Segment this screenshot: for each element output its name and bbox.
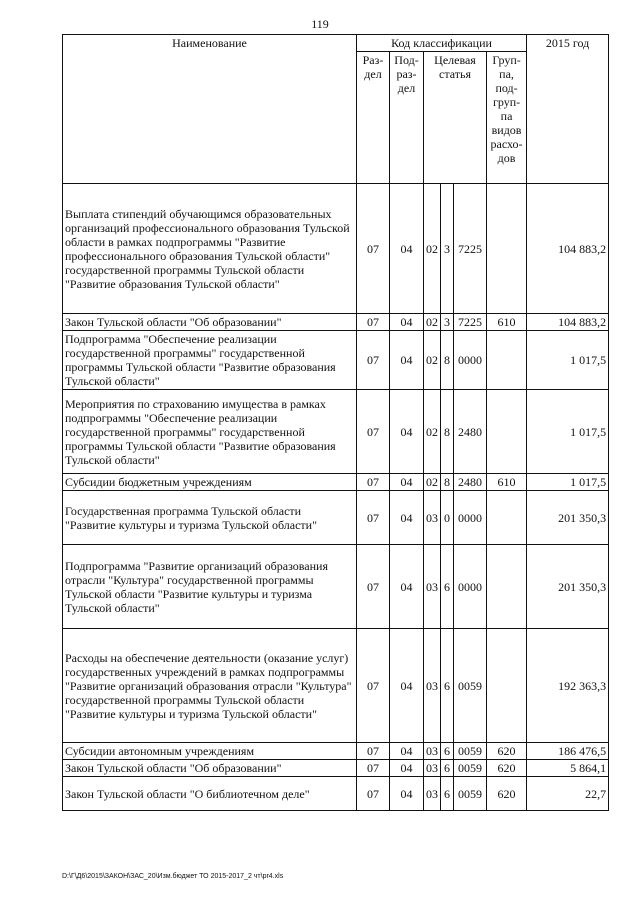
row-podrazdel: 04: [390, 629, 424, 743]
row-amount: 201 350,3: [527, 491, 609, 545]
row-target-direction: 0059: [454, 760, 487, 777]
table-row: [63, 491, 609, 545]
page-number: 119: [311, 17, 329, 31]
row-name: Субсидии бюджетным учреждениям: [63, 474, 357, 491]
row-target-subprogram: 3: [441, 184, 454, 314]
row-target-direction: 0000: [454, 331, 487, 390]
table-body: [63, 184, 609, 811]
row-name: Мероприятия по страхованию имущества в рамках подпрограммы "Обеспечение реализации государственной программы" государственной программы Тульской области "Развитие образования Тульской области": [63, 390, 357, 474]
table-row: [63, 743, 609, 760]
row-name: Закон Тульской области "О библиотечном деле": [63, 777, 357, 811]
row-podrazdel: 04: [390, 314, 424, 331]
row-name: Государственная программа Тульской области "Развитие культуры и туризма Тульской области": [63, 491, 357, 545]
row-amount: 104 883,2: [527, 314, 609, 331]
row-amount: 192 363,3: [527, 629, 609, 743]
row-target-direction: 2480: [454, 474, 487, 491]
row-razdel: 07: [357, 491, 390, 545]
row-target-program: 03: [424, 777, 441, 811]
row-target-program: 02: [424, 314, 441, 331]
row-razdel: 07: [357, 314, 390, 331]
table-row: [63, 331, 609, 390]
row-amount: 186 476,5: [527, 743, 609, 760]
row-expense-type: [487, 491, 527, 545]
row-target-program: 03: [424, 629, 441, 743]
row-expense-type: 610: [487, 314, 527, 331]
header-podrazdel: Под- раз- дел: [390, 52, 424, 184]
header-name: Наименование: [63, 35, 357, 184]
row-target-subprogram: 6: [441, 629, 454, 743]
row-target-direction: 7225: [454, 314, 487, 331]
header-razdel: Раз- дел: [357, 52, 390, 184]
row-target-program: 02: [424, 390, 441, 474]
table-row: [63, 390, 609, 474]
row-target-subprogram: 6: [441, 743, 454, 760]
row-target-program: 03: [424, 491, 441, 545]
row-podrazdel: 04: [390, 743, 424, 760]
row-razdel: 07: [357, 743, 390, 760]
row-target-subprogram: 8: [441, 390, 454, 474]
row-amount: 5 864,1: [527, 760, 609, 777]
row-razdel: 07: [357, 777, 390, 811]
table-row: [63, 314, 609, 331]
row-name: Закон Тульской области "Об образовании": [63, 314, 357, 331]
row-razdel: 07: [357, 760, 390, 777]
row-target-direction: 0059: [454, 777, 487, 811]
row-amount: 1 017,5: [527, 474, 609, 491]
row-target-direction: 0059: [454, 629, 487, 743]
budget-table: [62, 34, 609, 811]
row-target-program: 03: [424, 743, 441, 760]
row-podrazdel: 04: [390, 184, 424, 314]
row-name: Расходы на обеспечение деятельности (оказание услуг) государственных учреждений в рамках подпрограммы "Развитие организаций образования отрасли "Культура" государственной программы Тульской области "Развитие культуры и туризма Тульской области": [63, 629, 357, 743]
row-expense-type: [487, 390, 527, 474]
row-podrazdel: 04: [390, 491, 424, 545]
row-target-subprogram: 6: [441, 777, 454, 811]
row-expense-type: 620: [487, 743, 527, 760]
table-row: [63, 474, 609, 491]
table-header: [63, 35, 609, 184]
row-razdel: 07: [357, 474, 390, 491]
header-year: 2015 год: [527, 35, 609, 184]
header-gruppa: Груп- па, под- груп- па видов расхо- дов: [487, 52, 527, 184]
row-expense-type: [487, 629, 527, 743]
row-target-direction: 0000: [454, 545, 487, 629]
row-amount: 22,7: [527, 777, 609, 811]
row-razdel: 07: [357, 629, 390, 743]
row-target-subprogram: 6: [441, 760, 454, 777]
row-amount: 1 017,5: [527, 390, 609, 474]
row-target-program: 03: [424, 760, 441, 777]
row-target-subprogram: 6: [441, 545, 454, 629]
row-target-program: 02: [424, 331, 441, 390]
row-expense-type: 620: [487, 777, 527, 811]
row-name: Субсидии автономным учреждениям: [63, 743, 357, 760]
row-expense-type: [487, 331, 527, 390]
table-row: [63, 760, 609, 777]
row-target-program: 03: [424, 545, 441, 629]
row-target-subprogram: 8: [441, 331, 454, 390]
row-expense-type: 610: [487, 474, 527, 491]
row-podrazdel: 04: [390, 390, 424, 474]
row-amount: 201 350,3: [527, 545, 609, 629]
row-razdel: 07: [357, 545, 390, 629]
row-expense-type: 620: [487, 760, 527, 777]
file-path-footer: D:\Г\Д6\2015\ЗАКОН\ЗАС_20\Изм.бюджет ТО 2015-2017_2 чт\pr4.xls: [62, 873, 284, 880]
header-celevaya: Целевая статья: [424, 52, 487, 184]
row-razdel: 07: [357, 331, 390, 390]
row-target-direction: 0059: [454, 743, 487, 760]
row-razdel: 07: [357, 390, 390, 474]
row-target-subprogram: 8: [441, 474, 454, 491]
row-target-subprogram: 3: [441, 314, 454, 331]
row-podrazdel: 04: [390, 545, 424, 629]
row-name: Выплата стипендий обучающимся образовательных организаций профессионального образования Тульской области в рамках подпрограммы "Развитие профессионального образования Тульской области" государственной программы Тульской области "Развитие образования Тульской области": [63, 184, 357, 314]
row-target-program: 02: [424, 474, 441, 491]
table-row: [63, 545, 609, 629]
row-podrazdel: 04: [390, 474, 424, 491]
row-razdel: 07: [357, 184, 390, 314]
row-expense-type: [487, 545, 527, 629]
row-expense-type: [487, 184, 527, 314]
row-amount: 1 017,5: [527, 331, 609, 390]
table-row: [63, 629, 609, 743]
row-target-direction: 2480: [454, 390, 487, 474]
row-amount: 104 883,2: [527, 184, 609, 314]
table-row: [63, 777, 609, 811]
row-podrazdel: 04: [390, 760, 424, 777]
row-name: Подпрограмма "Развитие организаций образования отрасли "Культура" государственной программы Тульской области "Развитие культуры и туризма Тульской области": [63, 545, 357, 629]
row-name: Закон Тульской области "Об образовании": [63, 760, 357, 777]
row-podrazdel: 04: [390, 331, 424, 390]
row-target-subprogram: 0: [441, 491, 454, 545]
row-name: Подпрограмма "Обеспечение реализации государственной программы" государственной программы Тульской области "Развитие образования Тульской области": [63, 331, 357, 390]
table-row: [63, 184, 609, 314]
row-target-program: 02: [424, 184, 441, 314]
row-target-direction: 7225: [454, 184, 487, 314]
row-podrazdel: 04: [390, 777, 424, 811]
header-code-group: Код классификации: [357, 35, 527, 52]
row-target-direction: 0000: [454, 491, 487, 545]
